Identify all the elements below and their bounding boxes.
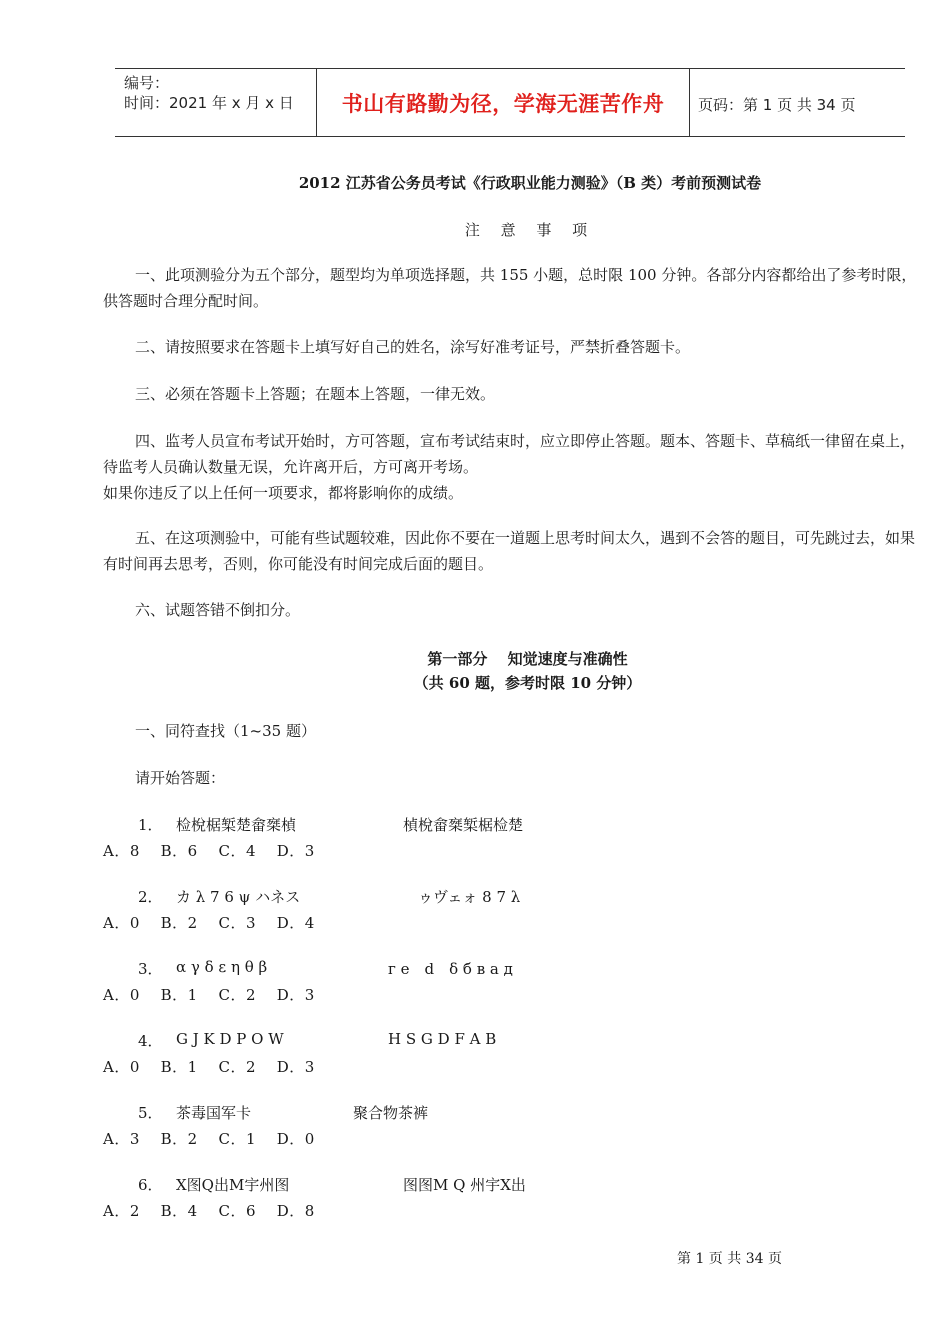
- question-right-string: г е d δ б в а д: [388, 960, 513, 978]
- question-number: 6．: [138, 1176, 163, 1194]
- page-footer: 第 1 页 共 34 页: [677, 1251, 782, 1267]
- question-right-string: 聚合物茶裤: [353, 1104, 429, 1122]
- question-right-string: ゥヴェォ 8 7 λ: [418, 888, 521, 906]
- notice-heading: 注 意 事 项: [464, 221, 596, 239]
- question-options: A．0 B．2 C．3 D．4: [103, 914, 315, 932]
- question-number: 3．: [138, 960, 163, 978]
- section-heading: 第一部分 知觉速度与准确性: [427, 650, 628, 668]
- question-right-string: H S G D F A B: [388, 1030, 497, 1048]
- notice-item-2: 二、请按照要求在答题卡上填写好自己的姓名，涂写好准考证号，严禁折叠答题卡。: [135, 338, 691, 356]
- header-number-label: 编号：: [124, 74, 170, 92]
- header-motto: 书山有路勤为径，学海无涯苦作舟: [341, 92, 665, 116]
- question-options: A．2 B．4 C．6 D．8: [103, 1202, 315, 1220]
- notice-item-3: 三、必须在答题卡上答题；在题本上答题，一律无效。: [135, 385, 496, 403]
- header-page-label: 页码：第 1 页 共 34 页: [698, 96, 856, 114]
- question-number: 5．: [138, 1104, 163, 1122]
- question-left-string: 检梲椐椠楚畲椉楨: [176, 816, 297, 834]
- question-options: A．8 B．6 C．4 D．3: [103, 842, 315, 860]
- question-left-string: G J K D P O W: [176, 1030, 284, 1048]
- question-left-string: カ λ 7 6 ψ ハネス: [176, 888, 301, 906]
- question-number: 1．: [138, 816, 163, 834]
- header-top-rule: [115, 68, 905, 69]
- question-left-string: α γ δ ε η θ β: [176, 958, 268, 976]
- question-left-string: X图Q出M宇州图: [176, 1176, 290, 1194]
- question-right-string: 图图M Q 州宇X出: [403, 1176, 526, 1194]
- question-number: 2．: [138, 888, 163, 906]
- document-title: 2012 江苏省公务员考试《行政职业能力测验》（B 类）考前预测试卷: [298, 174, 762, 192]
- notice-item-1: 一、此项测验分为五个部分，题型均为单项选择题，共 155 小题，总时限 100 分钟。各部分内容都给出了参考时限，供答题时合理分配时间。: [103, 266, 917, 310]
- notice-item-5: 五、在这项测验中，可能有些试题较难，因此你不要在一道题上思考时间太久，遇到不会答的题目，可先跳过去，如果有时间再去思考，否则，你可能没有时间完成后面的题目。: [103, 529, 916, 573]
- notice-item-warning: 如果你违反了以上任何一项要求，都将影响你的成绩。: [103, 484, 464, 502]
- notice-item-6: 六、试题答错不倒扣分。: [135, 601, 301, 619]
- question-left-string: 茶毒国军卡: [176, 1104, 252, 1122]
- question-options: A．3 B．2 C．1 D．0: [103, 1130, 315, 1148]
- header-time-label: 时间：2021 年 x 月 x 日: [124, 94, 294, 112]
- question-options: A．0 B．1 C．2 D．3: [103, 1058, 315, 1076]
- part-heading: 一、同符查找（1~35 题）: [135, 722, 316, 740]
- question-right-string: 楨梲畲椉椠椐检楚: [403, 816, 524, 834]
- start-prompt: 请开始答题：: [135, 769, 226, 787]
- question-number: 4．: [138, 1032, 163, 1050]
- section-subheading: （共 60 题，参考时限 10 分钟）: [413, 674, 642, 692]
- notice-item-4: 四、监考人员宣布考试开始时，方可答题，宣布考试结束时，应立即停止答题。题本、答题卡、草稿纸一律留在桌上，待监考人员确认数量无误，允许离开后，方可离开考场。: [103, 432, 916, 476]
- header-bottom-rule: [115, 136, 905, 137]
- question-options: A．0 B．1 C．2 D．3: [103, 986, 315, 1004]
